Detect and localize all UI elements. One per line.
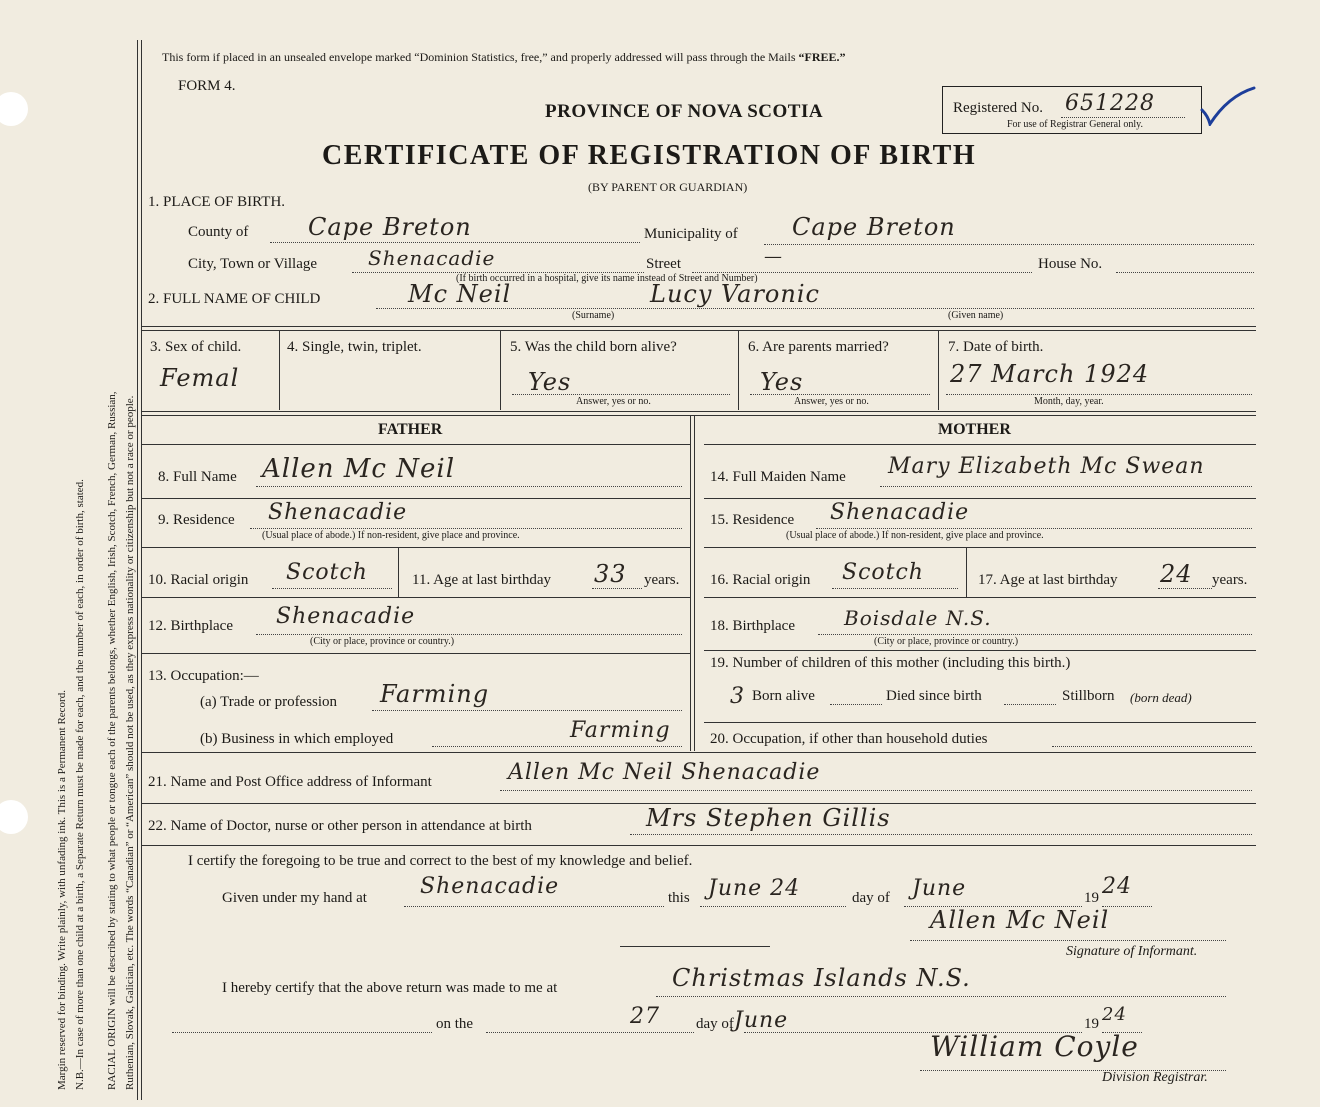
registrar-year-value: 24 xyxy=(1102,1004,1127,1025)
given-at-label: Given under my hand at xyxy=(222,890,367,906)
mother-age-value: 24 xyxy=(1160,560,1193,588)
divider xyxy=(142,498,690,499)
father-name-line xyxy=(256,486,682,487)
married-caption: Answer, yes or no. xyxy=(794,396,869,407)
father-heading: FATHER xyxy=(378,421,443,438)
mother-occupation-label: 20. Occupation, if other than household duties xyxy=(710,731,988,747)
registrar-place-line xyxy=(656,996,1226,997)
mother-residence-line xyxy=(816,528,1252,529)
registrar-day-of-label: day of xyxy=(696,1016,734,1032)
divider xyxy=(142,411,1256,412)
mother-age-unit: years. xyxy=(1212,572,1248,588)
married-line xyxy=(750,394,930,395)
hospital-note: (If birth occurred in a hospital, give its name instead of Street and Number) xyxy=(456,273,758,284)
divider xyxy=(500,330,501,410)
margin-note-racial-origin: RACIAL ORIGIN will be described by stating to what people or tongue each of the parents belongs, whether English, Irish, Scotch, French, German, Russian, xyxy=(106,391,118,1090)
doctor-line xyxy=(630,834,1252,835)
house-line xyxy=(1116,272,1254,273)
given-year-line xyxy=(1102,906,1152,907)
divider xyxy=(704,597,1256,598)
given-name-caption: (Given name) xyxy=(948,310,1004,321)
died-label: Died since birth xyxy=(886,688,982,704)
child-name-line xyxy=(376,308,1254,309)
divider xyxy=(279,330,280,410)
given-this-label: this xyxy=(668,890,690,906)
mother-age-label: 17. Age at last birthday xyxy=(978,572,1118,588)
given-this-value: June 24 xyxy=(708,876,801,901)
father-trade-line xyxy=(372,710,682,711)
mother-racial-line xyxy=(832,588,958,589)
doctor-value: Mrs Stephen Gillis xyxy=(646,804,891,832)
mother-heading: MOTHER xyxy=(938,421,1011,438)
registrar-year-prefix: 19 xyxy=(1084,1016,1099,1032)
mother-name-label: 14. Full Maiden Name xyxy=(710,469,846,485)
margin-note-multiple-births: N.B.—In case of more than one child at a birth, a Separate Return must be made for each, and the number of each, in order of birth, stated. xyxy=(74,479,86,1090)
margin-note-racial-origin-cont: Ruthenian, Slovak, Galician, etc. The words “Canadian” or “American” should not be used, as they express nationality or citizenship but not a race or people. xyxy=(124,395,136,1090)
mother-racial-label: 16. Racial origin xyxy=(710,572,811,588)
mother-residence-label: 15. Residence xyxy=(710,512,795,528)
city-label: City, Town or Village xyxy=(188,256,318,272)
father-trade-label: (a) Trade or profession xyxy=(200,694,338,710)
dob-line xyxy=(946,394,1252,395)
mail-note-free: “FREE.” xyxy=(798,50,846,64)
divider xyxy=(704,547,1256,548)
registered-number: 651228 xyxy=(1065,91,1155,116)
certify-statement: I certify the foregoing to be true and correct to the best of my knowledge and belief. xyxy=(188,853,693,869)
divider xyxy=(142,845,1256,846)
father-age-label: 11. Age at last birthday xyxy=(412,572,551,588)
father-trade-value: Farming xyxy=(380,680,490,708)
father-residence-line xyxy=(250,528,682,529)
municipality-value: Cape Breton xyxy=(792,213,956,241)
informant-signature-caption: Signature of Informant. xyxy=(1066,944,1198,959)
registrar-month-value: June xyxy=(734,1008,789,1033)
mother-children-label: 19. Number of children of this mother (including this birth.) xyxy=(710,655,1071,671)
divider xyxy=(704,722,1256,723)
province-heading: PROVINCE OF NOVA SCOTIA xyxy=(545,101,824,122)
stillborn-line xyxy=(1004,704,1056,705)
municipality-label: Municipality of xyxy=(644,226,738,242)
mother-birthplace-caption: (City or place, province or country.) xyxy=(874,636,1019,647)
father-age-line xyxy=(592,588,642,589)
given-month-value: June xyxy=(912,876,967,901)
alive-line xyxy=(512,394,730,395)
mother-birthplace-line xyxy=(818,634,1252,635)
born-alive-label: Born alive xyxy=(752,688,815,704)
given-place-line xyxy=(404,906,664,907)
mail-note xyxy=(162,50,846,65)
father-age-unit: years. xyxy=(644,572,680,588)
informant-label: 21. Name and Post Office address of Informant xyxy=(148,774,432,790)
given-this-line xyxy=(700,906,846,907)
father-business-label: (b) Business in which employed xyxy=(200,731,394,747)
registered-line xyxy=(1061,117,1185,118)
mother-residence-caption: (Usual place of abode.) If non-resident, give place and province. xyxy=(786,530,1044,541)
divider xyxy=(142,326,1256,327)
father-racial-line xyxy=(272,588,392,589)
margin-rule xyxy=(141,40,142,1100)
divider xyxy=(690,415,691,751)
father-residence-value: Shenacadie xyxy=(268,500,408,525)
father-birthplace-value: Shenacadie xyxy=(276,604,416,629)
divider xyxy=(398,547,399,597)
father-residence-label: 9. Residence xyxy=(158,512,235,528)
registrar-general-note: For use of Registrar General only. xyxy=(1007,119,1143,130)
mother-birthplace-label: 18. Birthplace xyxy=(710,618,795,634)
surname-caption: (Surname) xyxy=(572,310,615,321)
father-birthplace-label: 12. Birthplace xyxy=(148,618,233,634)
child-surname-value: Mc Neil xyxy=(408,280,512,308)
house-label: House No. xyxy=(1038,256,1103,272)
dob-value: 27 March 1924 xyxy=(950,360,1150,388)
father-residence-caption: (Usual place of abode.) If non-resident, give place and province. xyxy=(262,530,520,541)
married-value: Yes xyxy=(760,368,804,396)
child-name-label: 2. FULL NAME OF CHILD xyxy=(148,291,321,307)
died-line xyxy=(830,704,882,705)
divider xyxy=(704,650,1256,651)
registrar-lead-line xyxy=(172,1032,432,1033)
informant-signature: Allen Mc Neil xyxy=(930,906,1110,934)
informant-signature-line xyxy=(910,940,1226,941)
county-value: Cape Breton xyxy=(308,213,472,241)
given-year-prefix: 19 xyxy=(1084,890,1099,906)
street-value: — xyxy=(764,246,783,267)
mother-age-line xyxy=(1158,588,1212,589)
mother-racial-value: Scotch xyxy=(842,560,924,585)
father-business-value: Farming xyxy=(570,718,671,743)
dob-label: 7. Date of birth. xyxy=(948,339,1044,355)
punch-hole xyxy=(0,800,28,834)
divider xyxy=(738,330,739,410)
page-title: CERTIFICATE OF REGISTRATION OF BIRTH xyxy=(322,140,977,171)
divider xyxy=(704,498,1256,499)
registrar-signature: William Coyle xyxy=(930,1030,1139,1063)
father-name-value: Allen Mc Neil xyxy=(262,454,456,484)
municipality-line xyxy=(764,244,1254,245)
registrar-place-value: Christmas Islands N.S. xyxy=(672,964,971,992)
mother-birthplace-value: Boisdale N.S. xyxy=(844,606,992,630)
father-racial-value: Scotch xyxy=(286,560,368,585)
mail-note-text: an unsealed envelope marked “Dominion Statistics, free,” and properly addressed will pass through the Mails xyxy=(269,50,799,64)
registrar-statement: I hereby certify that the above return was made to me at xyxy=(222,980,558,996)
father-racial-label: 10. Racial origin xyxy=(148,572,249,588)
divider xyxy=(142,752,1256,753)
born-alive-value: 3 xyxy=(730,684,745,709)
mother-occupation-line xyxy=(1052,746,1252,747)
plurality-label: 4. Single, twin, triplet. xyxy=(287,339,422,355)
registrar-signature-caption: Division Registrar. xyxy=(1102,1070,1208,1085)
registered-label: Registered No. xyxy=(953,100,1043,116)
father-birthplace-line xyxy=(256,634,682,635)
divider xyxy=(142,330,1256,331)
informant-line xyxy=(500,790,1252,791)
mother-residence-value: Shenacadie xyxy=(830,500,970,525)
margin-note-binding: Margin reserved for binding. Write plainly, with unfading ink. This is a Permanent Record. xyxy=(56,690,68,1090)
place-of-birth-label: 1. PLACE OF BIRTH. xyxy=(148,194,286,210)
alive-caption: Answer, yes or no. xyxy=(576,396,651,407)
divider xyxy=(704,444,1256,445)
registrar-day-value: 27 xyxy=(630,1004,660,1029)
given-year-value: 24 xyxy=(1102,874,1132,899)
given-day-of-label: day of xyxy=(852,890,890,906)
father-occupation-label: 13. Occupation:— xyxy=(148,668,259,684)
margin-rule xyxy=(137,40,138,1100)
father-business-line xyxy=(432,746,682,747)
married-label: 6. Are parents married? xyxy=(748,339,889,355)
alive-value: Yes xyxy=(528,368,572,396)
sex-value: Femal xyxy=(160,364,240,392)
stillborn-label: Stillborn xyxy=(1062,688,1115,704)
father-birthplace-caption: (City or place, province or country.) xyxy=(310,636,455,647)
divider xyxy=(966,547,967,597)
city-value: Shenacadie xyxy=(368,246,496,270)
mother-name-value: Mary Elizabeth Mc Swean xyxy=(888,454,1205,479)
registered-box xyxy=(942,86,1202,134)
alive-label: 5. Was the child born alive? xyxy=(510,339,677,355)
doctor-label: 22. Name of Doctor, nurse or other person in attendance at birth xyxy=(148,818,532,834)
divider xyxy=(938,330,939,410)
divider xyxy=(694,415,695,751)
page-subtitle: (BY PARENT OR GUARDIAN) xyxy=(588,180,748,194)
dob-caption: Month, day, year. xyxy=(1034,396,1104,407)
child-given-value: Lucy Varonic xyxy=(650,280,820,308)
divider xyxy=(142,415,1256,416)
divider xyxy=(142,444,690,445)
mother-name-line xyxy=(880,486,1252,487)
mail-note-prefix: This form if placed in xyxy=(162,50,270,64)
county-label: County of xyxy=(188,224,249,240)
checkmark-icon xyxy=(1198,86,1258,126)
informant-value: Allen Mc Neil Shenacadie xyxy=(508,760,821,785)
divider xyxy=(142,597,690,598)
punch-hole xyxy=(0,92,28,126)
given-place-value: Shenacadie xyxy=(420,874,560,899)
divider xyxy=(142,653,690,654)
registrar-on-the-label: on the xyxy=(436,1016,474,1032)
divider xyxy=(620,946,770,947)
divider xyxy=(142,547,690,548)
street-label: Street xyxy=(646,256,681,272)
father-name-label: 8. Full Name xyxy=(158,469,237,485)
county-line xyxy=(270,242,640,243)
stillborn-note: (born dead) xyxy=(1130,690,1192,705)
father-age-value: 33 xyxy=(594,560,627,588)
sex-label: 3. Sex of child. xyxy=(150,339,242,355)
registrar-day-line xyxy=(486,1032,694,1033)
form-number: FORM 4. xyxy=(178,78,236,94)
